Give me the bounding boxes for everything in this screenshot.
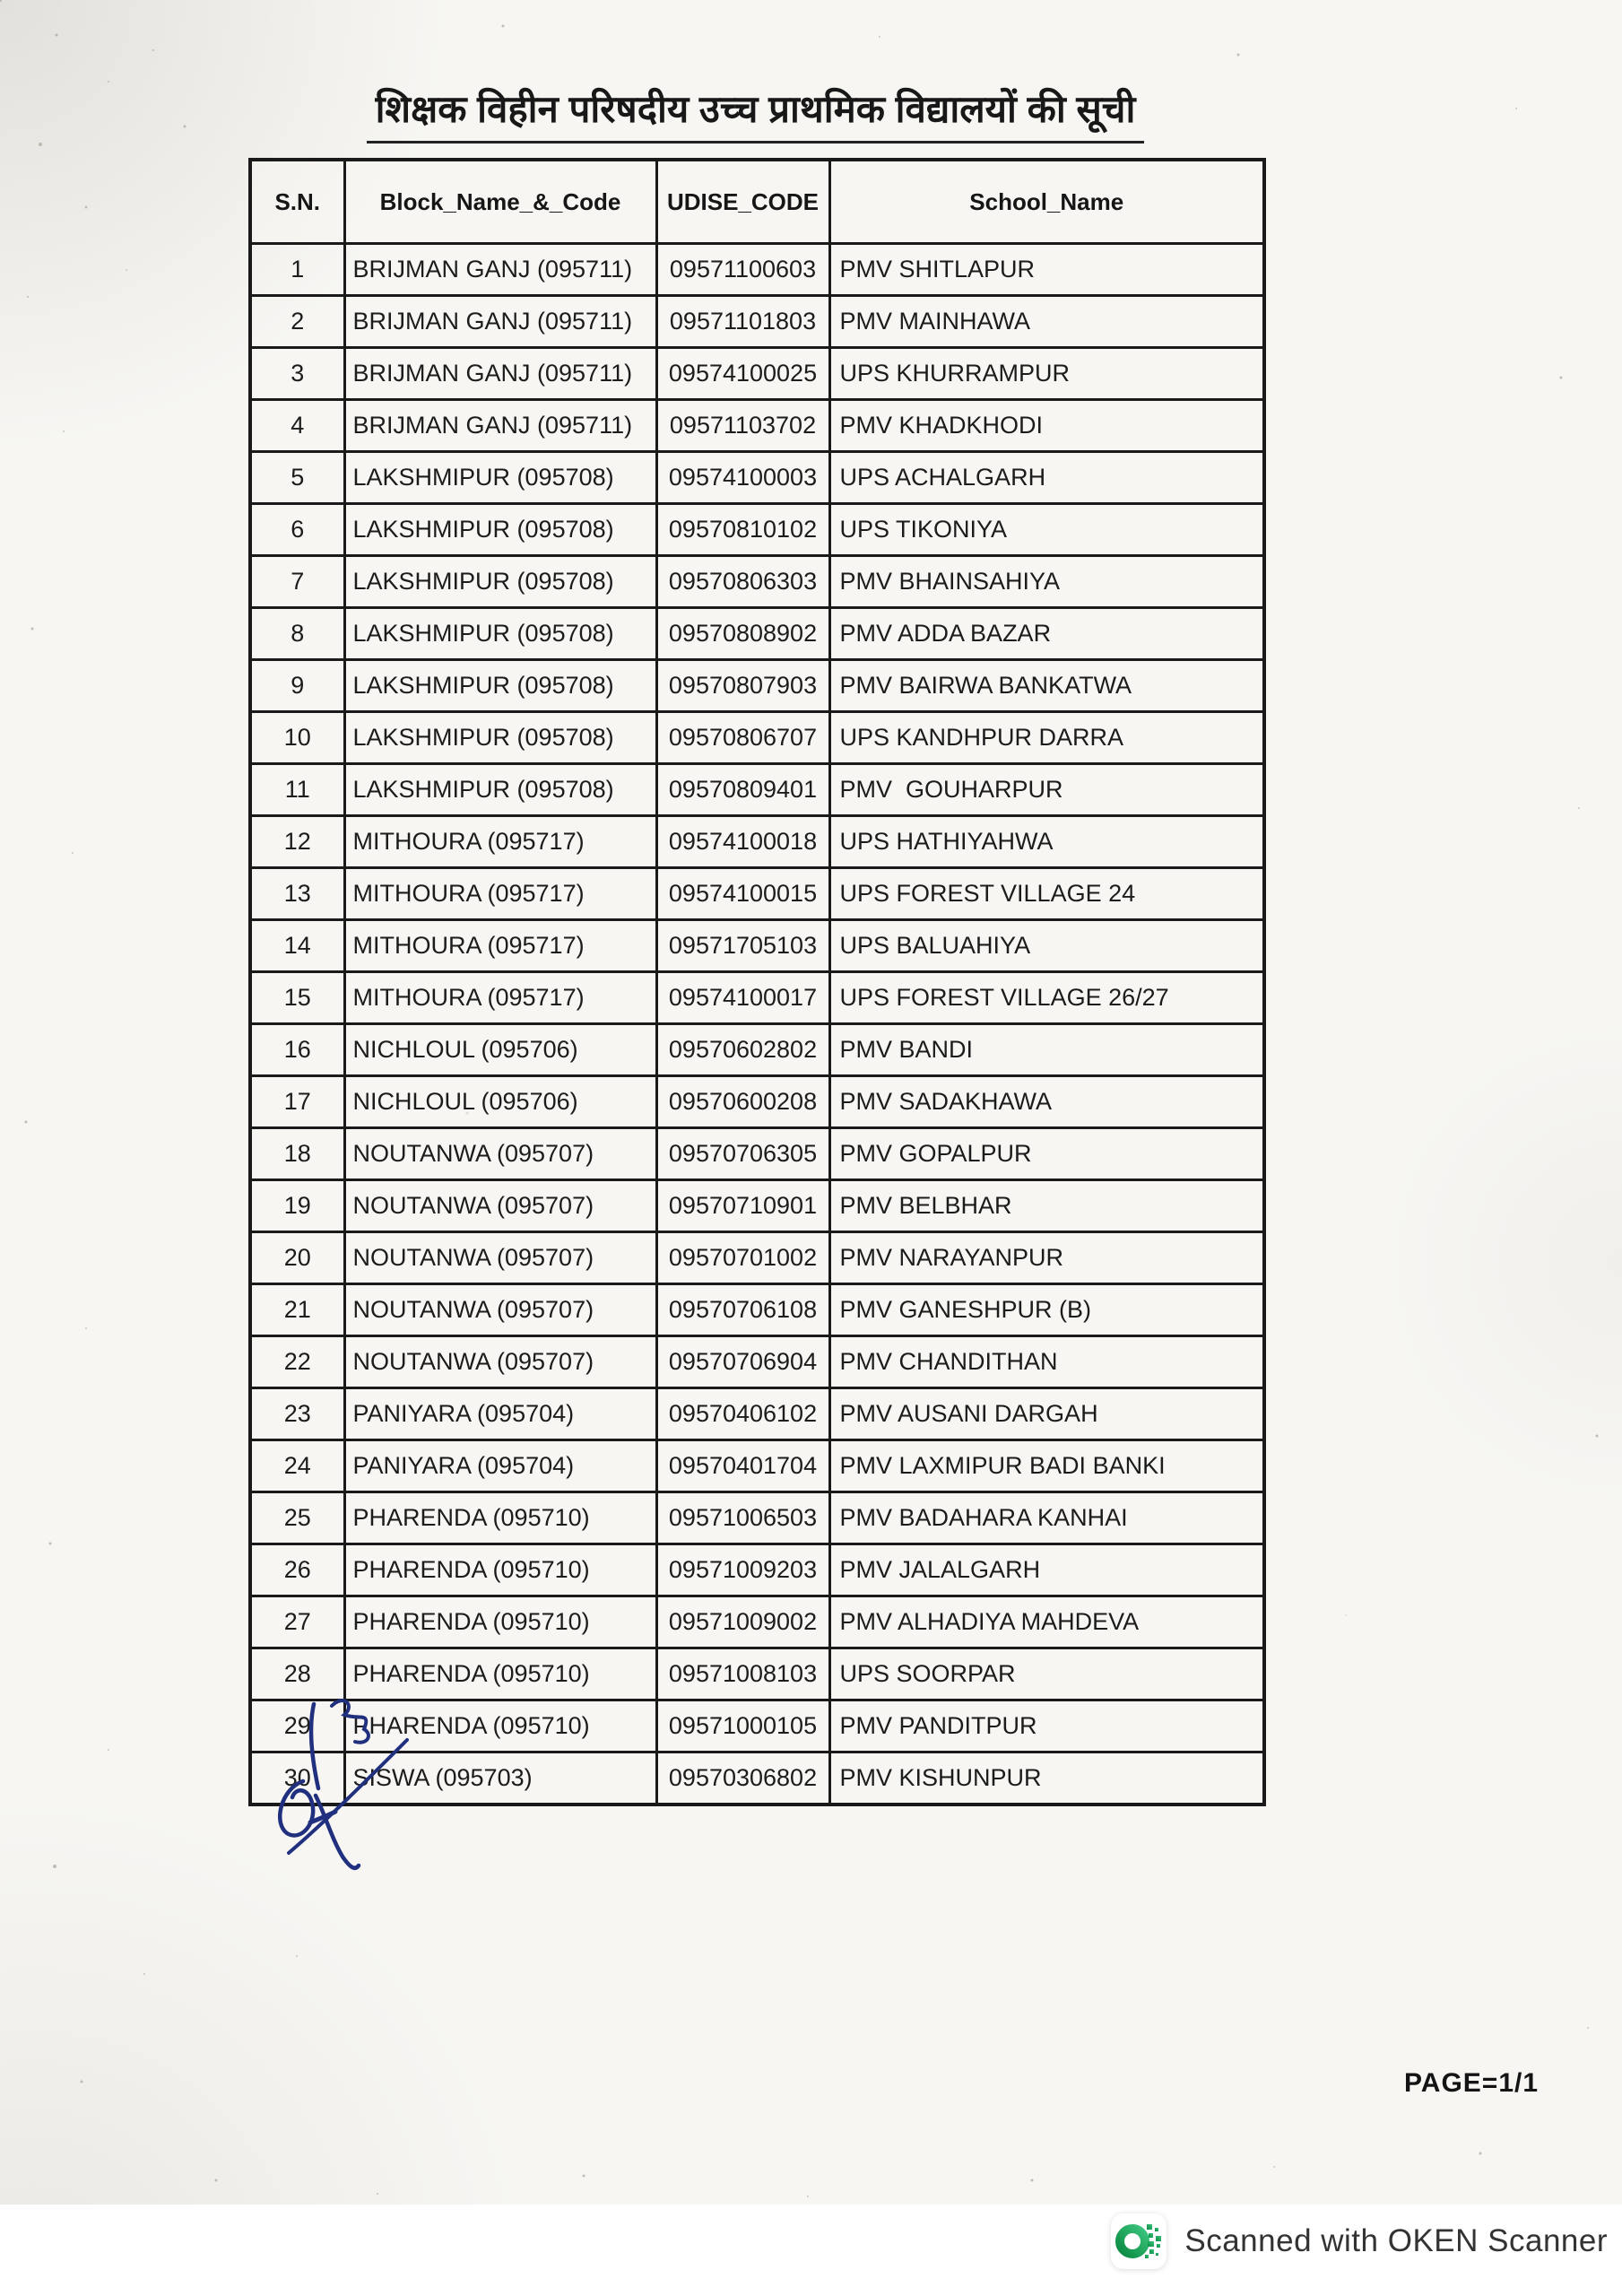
sn-cell: 22 <box>250 1336 344 1388</box>
block-cell: NOUTANWA (095707) <box>344 1128 656 1180</box>
school-cell: UPS ACHALGARH <box>829 452 1264 504</box>
sn-cell: 23 <box>250 1388 344 1440</box>
sn-cell: 5 <box>250 452 344 504</box>
column-header-udise: UDISE_CODE <box>656 160 829 244</box>
sn-cell: 11 <box>250 764 344 816</box>
table-row <box>250 1440 1264 1492</box>
udise-cell: 09570810102 <box>656 504 829 556</box>
table-row <box>250 1492 1264 1544</box>
block-cell: PANIYARA (095704) <box>344 1440 656 1492</box>
table-row <box>250 1544 1264 1596</box>
table-row <box>250 660 1264 712</box>
udise-cell: 09570406102 <box>656 1388 829 1440</box>
block-cell: BRIJMAN GANJ (095711) <box>344 348 656 400</box>
block-cell: NICHLOUL (095706) <box>344 1076 656 1128</box>
udise-cell: 09574100015 <box>656 868 829 920</box>
table-row <box>250 1232 1264 1284</box>
block-cell: LAKSHMIPUR (095708) <box>344 660 656 712</box>
udise-cell: 09570706904 <box>656 1336 829 1388</box>
school-cell: PMV GANESHPUR (B) <box>829 1284 1264 1336</box>
sn-cell: 14 <box>250 920 344 972</box>
school-cell: UPS FOREST VILLAGE 26/27 <box>829 972 1264 1024</box>
block-cell: BRIJMAN GANJ (095711) <box>344 400 656 452</box>
block-cell: NOUTANWA (095707) <box>344 1284 656 1336</box>
table-row <box>250 296 1264 348</box>
table-header <box>250 160 1264 244</box>
udise-cell: 09570602802 <box>656 1024 829 1076</box>
table-row <box>250 1388 1264 1440</box>
school-cell: UPS KHURRAMPUR <box>829 348 1264 400</box>
school-cell: UPS SOORPAR <box>829 1648 1264 1700</box>
column-header-sn: S.N. <box>250 160 344 244</box>
sn-cell: 26 <box>250 1544 344 1596</box>
column-header-school: School_Name <box>829 160 1264 244</box>
udise-cell: 09570710901 <box>656 1180 829 1232</box>
table-row <box>250 348 1264 400</box>
sn-cell: 8 <box>250 608 344 660</box>
udise-cell: 09570807903 <box>656 660 829 712</box>
block-cell: LAKSHMIPUR (095708) <box>344 712 656 764</box>
table-row <box>250 1336 1264 1388</box>
block-cell: NICHLOUL (095706) <box>344 1024 656 1076</box>
udise-cell: 09574100025 <box>656 348 829 400</box>
block-cell: NOUTANWA (095707) <box>344 1180 656 1232</box>
sn-cell: 27 <box>250 1596 344 1648</box>
school-cell: PMV NARAYANPUR <box>829 1232 1264 1284</box>
udise-cell: 09571705103 <box>656 920 829 972</box>
udise-cell: 09570306802 <box>656 1752 829 1805</box>
scanner-footer <box>1111 2212 1608 2271</box>
school-cell: PMV MAINHAWA <box>829 296 1264 348</box>
block-cell: PHARENDA (095710) <box>344 1544 656 1596</box>
block-cell: PANIYARA (095704) <box>344 1388 656 1440</box>
udise-cell: 09570808902 <box>656 608 829 660</box>
table-row <box>250 1700 1264 1752</box>
udise-cell: 09571101803 <box>656 296 829 348</box>
school-cell: PMV BHAINSAHIYA <box>829 556 1264 608</box>
udise-cell: 09571100603 <box>656 244 829 296</box>
school-cell: PMV AUSANI DARGAH <box>829 1388 1264 1440</box>
block-cell: LAKSHMIPUR (095708) <box>344 452 656 504</box>
sn-cell: 28 <box>250 1648 344 1700</box>
sn-cell: 25 <box>250 1492 344 1544</box>
block-cell: PHARENDA (095710) <box>344 1648 656 1700</box>
udise-cell: 09571103702 <box>656 400 829 452</box>
udise-cell: 09574100003 <box>656 452 829 504</box>
block-cell: PHARENDA (095710) <box>344 1492 656 1544</box>
column-header-block: Block_Name_&_Code <box>344 160 656 244</box>
table-row <box>250 712 1264 764</box>
sn-cell: 29 <box>250 1700 344 1752</box>
school-cell: PMV PANDITPUR <box>829 1700 1264 1752</box>
school-cell: UPS KANDHPUR DARRA <box>829 712 1264 764</box>
sn-cell: 24 <box>250 1440 344 1492</box>
sn-cell: 4 <box>250 400 344 452</box>
table-row <box>250 452 1264 504</box>
school-cell: PMV KHADKHODI <box>829 400 1264 452</box>
udise-cell: 09570806707 <box>656 712 829 764</box>
block-cell: LAKSHMIPUR (095708) <box>344 764 656 816</box>
sn-cell: 6 <box>250 504 344 556</box>
block-cell: NOUTANWA (095707) <box>344 1232 656 1284</box>
school-cell: PMV ALHADIYA MAHDEVA <box>829 1596 1264 1648</box>
school-cell: PMV BAIRWA BANKATWA <box>829 660 1264 712</box>
table-row <box>250 400 1264 452</box>
sn-cell: 17 <box>250 1076 344 1128</box>
block-cell: LAKSHMIPUR (095708) <box>344 504 656 556</box>
udise-cell: 09571006503 <box>656 1492 829 1544</box>
table-row <box>250 1752 1264 1805</box>
school-cell: PMV LAXMIPUR BADI BANKI <box>829 1440 1264 1492</box>
school-cell: PMV BADAHARA KANHAI <box>829 1492 1264 1544</box>
block-cell: MITHOURA (095717) <box>344 816 656 868</box>
document-title-wrap <box>248 83 1262 144</box>
sn-cell: 7 <box>250 556 344 608</box>
scanner-footer-text: Scanned with OKEN Scanner <box>1184 2223 1608 2258</box>
school-cell: PMV GOUHARPUR <box>829 764 1264 816</box>
sn-cell: 1 <box>250 244 344 296</box>
table-row <box>250 556 1264 608</box>
scanner-noise <box>0 0 2 2</box>
sn-cell: 20 <box>250 1232 344 1284</box>
sn-cell: 13 <box>250 868 344 920</box>
sn-cell: 30 <box>250 1752 344 1805</box>
school-cell: PMV SADAKHAWA <box>829 1076 1264 1128</box>
school-cell: PMV BELBHAR <box>829 1180 1264 1232</box>
udise-cell: 09571009002 <box>656 1596 829 1648</box>
header-row <box>250 160 1264 244</box>
sn-cell: 19 <box>250 1180 344 1232</box>
school-cell: UPS BALUAHIYA <box>829 920 1264 972</box>
sn-cell: 12 <box>250 816 344 868</box>
table-row <box>250 764 1264 816</box>
block-cell: MITHOURA (095717) <box>344 920 656 972</box>
sn-cell: 16 <box>250 1024 344 1076</box>
table-row <box>250 816 1264 868</box>
table-row <box>250 972 1264 1024</box>
table-row <box>250 244 1264 296</box>
school-cell: PMV GOPALPUR <box>829 1128 1264 1180</box>
udise-cell: 09571008103 <box>656 1648 829 1700</box>
udise-cell: 09571009203 <box>656 1544 829 1596</box>
page-title: शिक्षक विहीन परिषदीय उच्च प्राथमिक विद्यालयों की सूची <box>367 83 1145 144</box>
block-cell: BRIJMAN GANJ (095711) <box>344 244 656 296</box>
table-row <box>250 1024 1264 1076</box>
sn-cell: 3 <box>250 348 344 400</box>
school-cell: PMV BANDI <box>829 1024 1264 1076</box>
udise-cell: 09570706305 <box>656 1128 829 1180</box>
table-row <box>250 1648 1264 1700</box>
table-row <box>250 1180 1264 1232</box>
block-cell: MITHOURA (095717) <box>344 868 656 920</box>
block-cell: MITHOURA (095717) <box>344 972 656 1024</box>
udise-cell: 09570401704 <box>656 1440 829 1492</box>
udise-cell: 09574100018 <box>656 816 829 868</box>
table-row <box>250 1128 1264 1180</box>
sn-cell: 10 <box>250 712 344 764</box>
school-cell: PMV KISHUNPUR <box>829 1752 1264 1805</box>
sn-cell: 2 <box>250 296 344 348</box>
block-cell: PHARENDA (095710) <box>344 1596 656 1648</box>
block-cell: LAKSHMIPUR (095708) <box>344 608 656 660</box>
school-cell: PMV ADDA BAZAR <box>829 608 1264 660</box>
udise-cell: 09570701002 <box>656 1232 829 1284</box>
udise-cell: 09574100017 <box>656 972 829 1024</box>
udise-cell: 09570809401 <box>656 764 829 816</box>
school-cell: UPS HATHIYAHWA <box>829 816 1264 868</box>
table-row <box>250 1076 1264 1128</box>
oken-scanner-logo-icon <box>1111 2213 1167 2269</box>
block-cell: PHARENDA (095710) <box>344 1700 656 1752</box>
school-cell: UPS TIKONIYA <box>829 504 1264 556</box>
udise-cell: 09571000105 <box>656 1700 829 1752</box>
table-body <box>250 244 1264 1805</box>
block-cell: NOUTANWA (095707) <box>344 1336 656 1388</box>
sn-cell: 18 <box>250 1128 344 1180</box>
block-cell: SISWA (095703) <box>344 1752 656 1805</box>
table-row <box>250 504 1264 556</box>
table-row <box>250 868 1264 920</box>
sn-cell: 21 <box>250 1284 344 1336</box>
block-cell: BRIJMAN GANJ (095711) <box>344 296 656 348</box>
school-cell: PMV SHITLAPUR <box>829 244 1264 296</box>
school-cell: PMV JALALGARH <box>829 1544 1264 1596</box>
school-cell: UPS FOREST VILLAGE 24 <box>829 868 1264 920</box>
udise-cell: 09570706108 <box>656 1284 829 1336</box>
udise-cell: 09570600208 <box>656 1076 829 1128</box>
sn-cell: 9 <box>250 660 344 712</box>
school-cell: PMV CHANDITHAN <box>829 1336 1264 1388</box>
table-row <box>250 608 1264 660</box>
schools-table <box>248 158 1266 1806</box>
table-row <box>250 1596 1264 1648</box>
udise-cell: 09570806303 <box>656 556 829 608</box>
block-cell: LAKSHMIPUR (095708) <box>344 556 656 608</box>
page-number-label: PAGE=1/1 <box>1404 2068 1540 2098</box>
table-row <box>250 920 1264 972</box>
table-row <box>250 1284 1264 1336</box>
sn-cell: 15 <box>250 972 344 1024</box>
